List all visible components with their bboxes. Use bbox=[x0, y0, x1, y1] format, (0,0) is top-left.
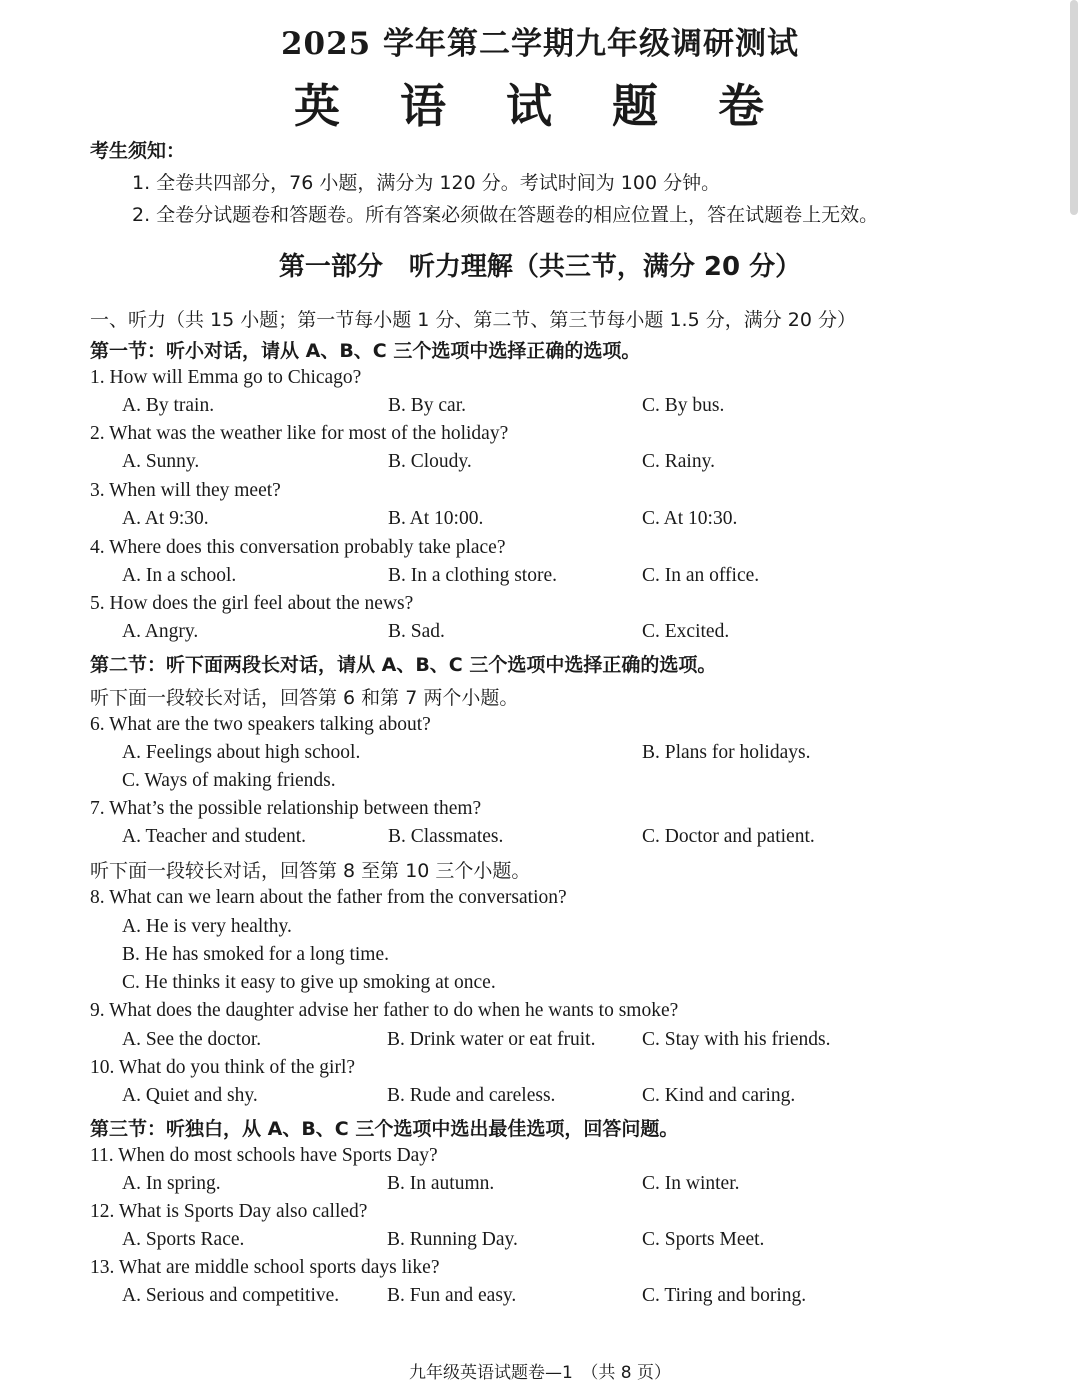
page-footer: 九年级英语试题卷—1 （共 8 页） bbox=[409, 1363, 671, 1383]
notice-label: 考生须知： bbox=[90, 140, 186, 162]
q11-option-a: A. In spring. bbox=[122, 1173, 221, 1194]
q11-option-c: C. In winter. bbox=[642, 1173, 740, 1194]
notice-item-2: 2. 全卷分试题卷和答题卷。所有答案必须做在答题卷的相应位置上，答在试题卷上无效。 bbox=[132, 204, 879, 226]
q13-option-b: B. Fun and easy. bbox=[387, 1285, 517, 1306]
q8-option-c: C. He thinks it easy to give up smoking at once. bbox=[122, 972, 496, 993]
question-10: 10. What do you think of the girl? bbox=[90, 1057, 356, 1078]
question-8: 8. What can we learn about the father from the conversation? bbox=[90, 887, 567, 908]
q3-option-c: C. At 10:30. bbox=[642, 508, 738, 529]
question-3: 3. When will they meet? bbox=[90, 480, 281, 501]
q8-option-a: A. He is very healthy. bbox=[122, 916, 292, 937]
q12-option-b: B. Running Day. bbox=[387, 1229, 518, 1250]
q12-option-a: A. Sports Race. bbox=[122, 1229, 245, 1250]
q4-option-c: C. In an office. bbox=[642, 565, 760, 586]
q8-option-b: B. He has smoked for a long time. bbox=[122, 944, 389, 965]
q1-option-a: A. By train. bbox=[122, 395, 215, 416]
q11-option-b: B. In autumn. bbox=[387, 1173, 495, 1194]
question-13: 13. What are middle school sports days like? bbox=[90, 1257, 440, 1278]
q1-option-c: C. By bus. bbox=[642, 395, 725, 416]
q7-option-a: A. Teacher and student. bbox=[122, 826, 307, 847]
question-6: 6. What are the two speakers talking about? bbox=[90, 714, 431, 735]
q3-option-b: B. At 10:00. bbox=[388, 508, 484, 529]
dialog1-instruction: 听下面一段较长对话，回答第 6 和第 7 两个小题。 bbox=[90, 687, 519, 709]
q7-option-c: C. Doctor and patient. bbox=[642, 826, 815, 847]
q5-option-c: C. Excited. bbox=[642, 621, 730, 642]
q13-option-c: C. Tiring and boring. bbox=[642, 1285, 807, 1306]
q9-option-a: A. See the doctor. bbox=[122, 1029, 262, 1050]
q10-option-c: C. Kind and caring. bbox=[642, 1085, 796, 1106]
q2-option-c: C. Rainy. bbox=[642, 451, 715, 472]
q4-option-b: B. In a clothing store. bbox=[388, 565, 557, 586]
q9-option-b: B. Drink water or eat fruit. bbox=[387, 1029, 596, 1050]
exam-subtitle: 英 语 试 题 卷 bbox=[293, 79, 787, 133]
question-5: 5. How does the girl feel about the news? bbox=[90, 593, 414, 614]
q13-option-a: A. Serious and competitive. bbox=[122, 1285, 340, 1306]
q9-option-c: C. Stay with his friends. bbox=[642, 1029, 831, 1050]
question-4: 4. Where does this conversation probably take place? bbox=[90, 537, 506, 558]
q12-option-c: C. Sports Meet. bbox=[642, 1229, 765, 1250]
part1-intro: 一、听力（共 15 小题；第一节每小题 1 分、第二节、第三节每小题 1.5 分，满分 20 分） bbox=[90, 309, 856, 331]
q10-option-b: B. Rude and careless. bbox=[387, 1085, 556, 1106]
q5-option-b: B. Sad. bbox=[388, 621, 445, 642]
question-1: 1. How will Emma go to Chicago? bbox=[90, 367, 362, 388]
part1-title: 第一部分 听力理解（共三节，满分 20 分） bbox=[278, 252, 802, 282]
question-11: 11. When do most schools have Sports Day? bbox=[90, 1145, 438, 1166]
section2-heading: 第二节：听下面两段长对话，请从 A、B、C 三个选项中选择正确的选项。 bbox=[90, 654, 717, 676]
question-7: 7. What’s the possible relationship between them? bbox=[90, 798, 482, 819]
q1-option-b: B. By car. bbox=[388, 395, 466, 416]
q2-option-a: A. Sunny. bbox=[122, 451, 200, 472]
question-12: 12. What is Sports Day also called? bbox=[90, 1201, 368, 1222]
q6-option-c: C. Ways of making friends. bbox=[122, 770, 336, 791]
section3-heading: 第三节：听独白，从 A、B、C 三个选项中选出最佳选项，回答问题。 bbox=[90, 1118, 679, 1140]
q6-option-a: A. Feelings about high school. bbox=[122, 742, 361, 763]
q3-option-a: A. At 9:30. bbox=[122, 508, 209, 529]
q7-option-b: B. Classmates. bbox=[388, 826, 504, 847]
dialog2-instruction: 听下面一段较长对话，回答第 8 至第 10 三个小题。 bbox=[90, 860, 531, 882]
exam-title: 2025 学年第二学期九年级调研测试 bbox=[280, 26, 800, 62]
question-2: 2. What was the weather like for most of the holiday? bbox=[90, 423, 509, 444]
question-9: 9. What does the daughter advise her father to do when he wants to smoke? bbox=[90, 1000, 679, 1021]
notice-item-1: 1. 全卷共四部分，76 小题，满分为 120 分。考试时间为 100 分钟。 bbox=[132, 172, 721, 194]
q6-option-b: B. Plans for holidays. bbox=[642, 742, 811, 763]
q4-option-a: A. In a school. bbox=[122, 565, 237, 586]
q5-option-a: A. Angry. bbox=[122, 621, 199, 642]
q2-option-b: B. Cloudy. bbox=[388, 451, 472, 472]
q10-option-a: A. Quiet and shy. bbox=[122, 1085, 258, 1106]
section1-heading: 第一节：听小对话，请从 A、B、C 三个选项中选择正确的选项。 bbox=[90, 340, 641, 362]
